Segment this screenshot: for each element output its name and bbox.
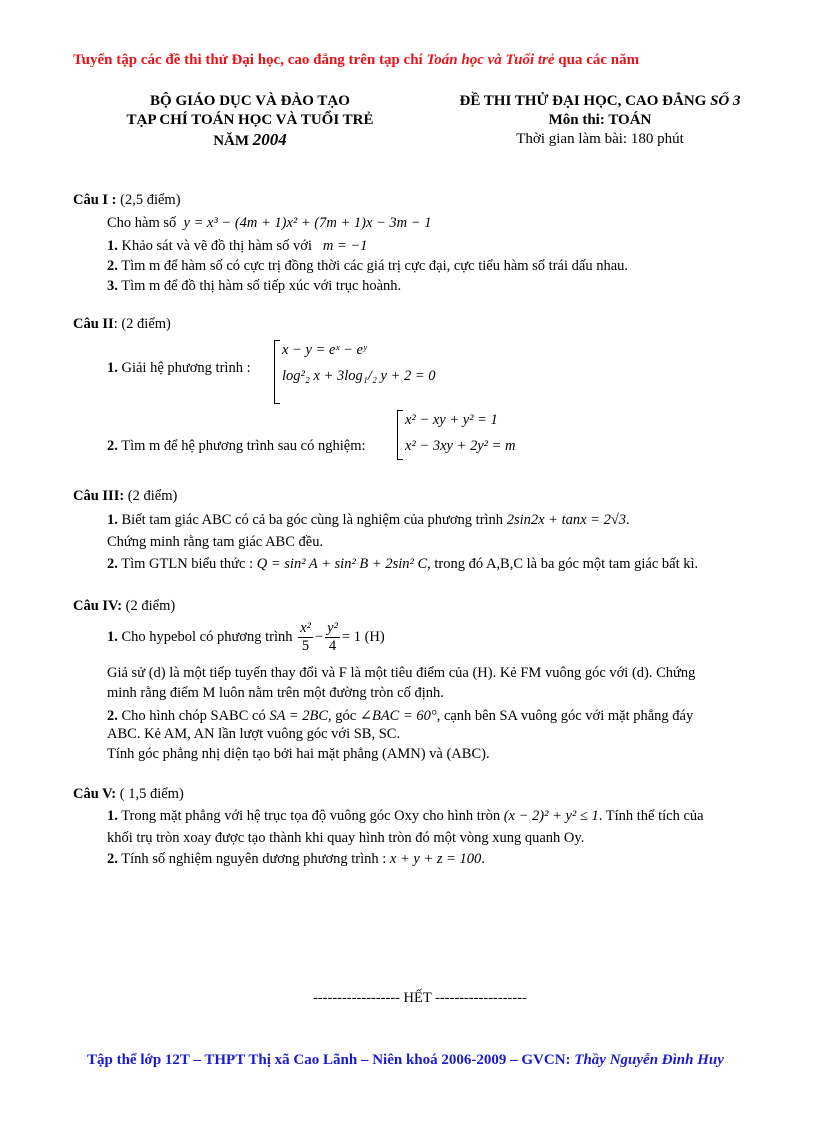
- hyperbola-frac-y: $\frac{\text{y²}}{4}$: [327, 620, 338, 654]
- banner-magazine: Toán học và Tuổi trẻ: [426, 52, 555, 68]
- q2-title: Câu II: (2 điểm): [73, 316, 171, 332]
- system1-eq1: x − y = eˣ − eʸ: [282, 342, 367, 358]
- q3-part1-cont: Chứng minh rằng tam giác ABC đều.: [107, 534, 324, 550]
- q1-part2: 2. Tìm m để hàm số có cực trị đồng thời các giá trị cực đại, cực tiểu hàm số trái dấu nhau.: [107, 258, 629, 274]
- q4-title: Câu IV: (2 điểm): [73, 598, 176, 614]
- q4-part1-line2: Giả sử (d) là một tiếp tuyến thay đổi và F là một tiêu điểm của (H). Kẻ FM vuông góc với (d). Chứng: [107, 665, 696, 681]
- q1-title: Câu I : (2,5 điểm): [73, 192, 181, 208]
- system2-eq1: x² − xy + y² = 1: [405, 412, 498, 428]
- banner: Tuyển tập các đề thi thử Đại học, cao đẳng trên tạp chí Toán học và Tuổi trẻ qua các năm: [73, 52, 640, 68]
- q3-part1: 1. Biết tam giác ABC có cả ba góc cùng là nghiệm của phương trình 2sin2x + tanx = 2√3.: [107, 512, 630, 528]
- q4-part2-line2: ABC. Kẻ AM, AN lần lượt vuông góc với SB, SC.: [107, 726, 401, 742]
- q4-part2-line3: Tính góc phẳng nhị diện tạo bởi hai mặt phẳng (AMN) và (ABC).: [107, 746, 490, 762]
- q5-part1: 1. Trong mặt phẳng với hệ trục tọa độ vuông góc Oxy cho hình tròn (x − 2)² + y² ≤ 1. Tính thể tích của: [107, 808, 704, 824]
- q5-part2: 2. Tính số nghiệm nguyên dương phương trình : x + y + z = 100.: [107, 851, 485, 867]
- q5-title: Câu V: ( 1,5 điểm): [73, 786, 184, 802]
- system1-eq2: log²₂ x + 3log₁/₂ y + 2 = 0: [282, 368, 436, 384]
- right-header: ĐỀ THI THỬ ĐẠI HỌC, CAO ĐẲNG SỐ 3 Môn thi: TOÁN Thời gian làm bài: 180 phút: [459, 93, 741, 147]
- q3-part2: 2. Tìm GTLN biểu thức : Q = sin² A + sin² B + 2sin² C, trong đó A,B,C là ba góc một tam giác bất kì.: [107, 556, 699, 572]
- footer-teacher: Thầy Nguyễn Đình Huy: [574, 1052, 724, 1068]
- exam-number: SỐ 3: [710, 93, 741, 109]
- system2-eq2: x² − 3xy + 2y² = m: [405, 438, 516, 454]
- q1-part3: 3. Tìm m để đồ thị hàm số tiếp xúc với trục hoành.: [107, 278, 402, 294]
- left-header: BỘ GIÁO DỤC VÀ ĐÀO TẠO TẠP CHÍ TOÁN HỌC VÀ TUỔI TRẺ NĂM 2004: [126, 93, 374, 149]
- q5-part1-line2: khối trụ tròn xoay được tạo thành khi quay hình tròn đó một vòng xung quanh Oy.: [107, 830, 585, 846]
- footer: Tập thể lớp 12T – THPT Thị xã Cao Lãnh – Niên khoá 2006-2009 – GVCN: Thầy Nguyễn Đình Huy: [87, 1052, 724, 1068]
- q2-part2: 2. Tìm m để hệ phương trình sau có nghiệm:: [107, 438, 366, 454]
- q3-title: Câu III: (2 điểm): [73, 488, 178, 504]
- q4-part2: 2. Cho hình chóp SABC có SA = 2BC, góc ∠BAC = 60°, cạnh bên SA vuông góc với mặt phẳng đáy: [107, 708, 694, 724]
- system2-brace: [397, 410, 403, 460]
- q4-part1: 1. Cho hypebol có phương trình $\frac{\text{x²}}{5}$ − $\frac{\text{y²}}{4}$ = 1 (H): [107, 620, 385, 654]
- end-marker: ------------------ HẾT -------------------: [313, 990, 527, 1006]
- q2-part1: 1. Giải hệ phương trình :: [107, 360, 251, 376]
- q1-intro: Cho hàm số y = x³ − (4m + 1)x² + (7m + 1)x − 3m − 1: [107, 215, 432, 231]
- q1-formula: y = x³ − (4m + 1)x² + (7m + 1)x − 3m − 1: [183, 215, 432, 231]
- system1-brace: [274, 340, 280, 404]
- q4-part1-line3: minh rằng điểm M luôn nằm trên một đường tròn cố định.: [107, 685, 444, 701]
- q1-part1: 1. Khảo sát và vẽ đồ thị hàm số với m = −1: [107, 238, 368, 254]
- hyperbola-frac-x: $\frac{\text{x²}}{5}$: [300, 620, 311, 654]
- year: 2004: [252, 130, 287, 149]
